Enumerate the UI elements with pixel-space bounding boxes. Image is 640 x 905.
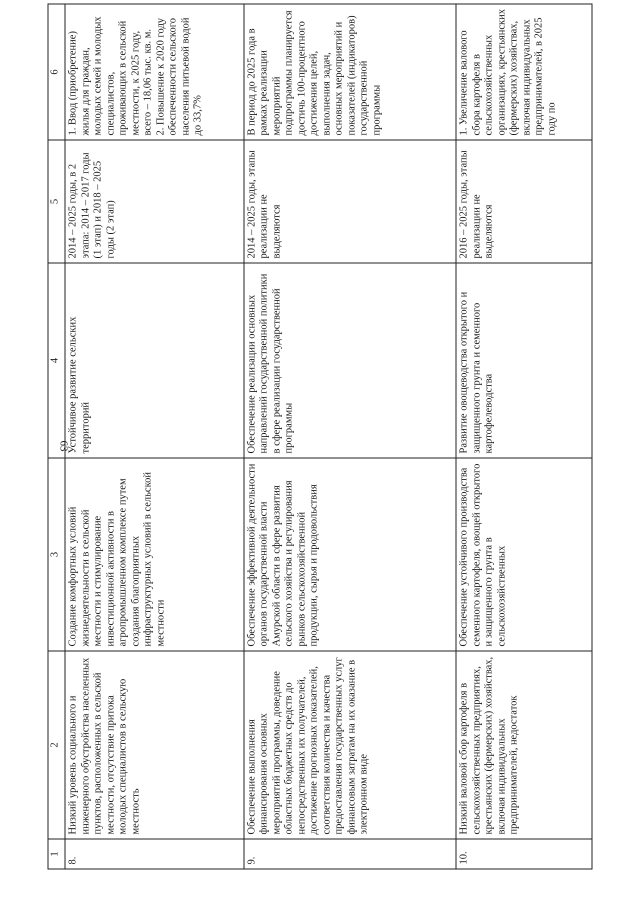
subprogram-cell	[65, 263, 244, 458]
goal-text: Обеспечение эффективной деятельности органов государственной власти Амурской области в сфере развития сельского хозяйства и регулирования рынков сельскохозяйственной продукции, сырья и продовольствия	[246, 463, 320, 647]
period-text: 2016 – 2025 годы, этапы реализации не выделяются	[458, 150, 495, 259]
goal-cell	[65, 458, 244, 651]
row-number: 9.	[244, 839, 457, 869]
problem-cell	[65, 651, 244, 839]
problem-text: Низкий валовой сбор картофеля в сельскохозяйственных предприятиях, крестьянских (фермерских) хозяйствах, включая индивидуальных предпринимателей, недостаток	[458, 656, 520, 835]
results-text: В период до 2025 года в рамках реализации мероприятий подпрограммы планируется достичь 100-процентного достижения целей, выполнения задач, основных мероприятий и показателей (индикаторов) государственной программы	[246, 10, 383, 136]
header-row	[48, 4, 65, 869]
problem-text: Обеспечение выполнения финансирования основных мероприятий программы, доведение областных бюджетных средств до непосредственных их получателей, достижение прогнозных показателей, соответствия количества и качества предоставления государственных услуг финансовым затратам на их оказание в электронном виде	[246, 657, 370, 835]
subprogram-text: Устойчивое развитие сельских территорий	[67, 316, 91, 454]
goal-text: Обеспечение устойчивого производства семенного картофеля, овощей открытого и защищенного грунта в сельскохозяйственных	[458, 463, 508, 647]
results-cell	[244, 4, 457, 140]
goal-cell	[244, 458, 457, 651]
table-row	[456, 4, 592, 869]
header-col-6: 6	[48, 4, 65, 140]
header-col-2: 2	[48, 651, 65, 839]
results-text: 1. Увеличение валового сбора картофеля в сельскохозяйственных организациях, крестьянских (фермерских) хозяйствах, включая индивидуальных предпринимателей, в 2025 году по	[458, 9, 558, 136]
problem-cell	[244, 651, 457, 839]
table-row	[65, 4, 244, 869]
results-cell	[456, 4, 592, 140]
goal-cell	[456, 458, 592, 651]
table-row	[244, 4, 457, 869]
period-text: 2014 – 2025 годы, этапы реализации не выделяются	[246, 150, 283, 259]
subprogram-cell	[456, 263, 592, 458]
header-col-1: 1	[48, 839, 65, 869]
period-cell	[65, 140, 244, 263]
subprogram-text: Обеспечение реализации основных направлений государственной политики в сфере реализации государственной программы	[246, 273, 295, 454]
subprogram-cell	[244, 263, 457, 458]
header-col-3: 3	[48, 458, 65, 651]
program-table	[48, 4, 593, 870]
results-text: 1. Ввод (приобретение) жилья для граждан, молодых семей и молодых специалистов, проживающих в сельской местности, к 2025 году, всего – 18,06 тыс. кв. м. 2. Повышение к 2020 году обеспеченности сельского населения питьевой водой до 33,7%	[67, 16, 204, 136]
row-number: 10.	[456, 839, 592, 869]
period-text: 2014 – 2025 годы, в 2 этапа: 2014 – 2017 годы (1 этап) и 2018 – 2025 годы (2 этап)	[67, 152, 116, 259]
period-cell	[456, 140, 592, 263]
period-cell	[244, 140, 457, 263]
row-number: 8.	[65, 839, 244, 869]
table-container	[48, 9, 593, 870]
header-col-5: 5	[48, 140, 65, 263]
problem-text: Низкий уровень социального и инженерного обустройства населенных пунктов, расположенных в сельской местности, отсутствие притока молодых специалистов в сельскую местность	[67, 657, 141, 835]
goal-text: Создание комфортных условий жизнедеятельности в сельской местности и стимулирование инвестиционной активности в агропромышленном комплексе путем создания благоприятных инфраструктурных условий в сельской местности	[67, 471, 166, 647]
header-col-4: 4	[48, 263, 65, 458]
subprogram-text: Развитие овощеводства открытого и защищенного грунта и семенного картофелеводства	[458, 291, 495, 454]
problem-cell	[456, 651, 592, 839]
results-cell	[65, 4, 244, 140]
page-number: 63	[57, 440, 70, 452]
